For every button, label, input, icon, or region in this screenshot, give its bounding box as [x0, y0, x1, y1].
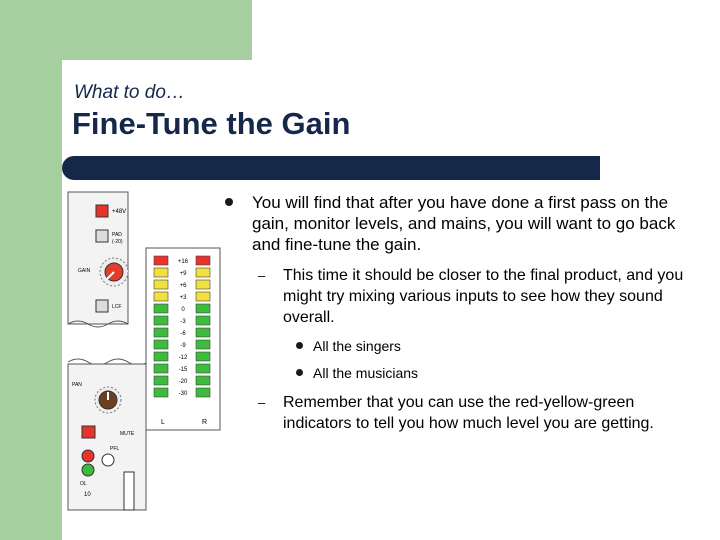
sub-sub-bullet-2: [222, 364, 692, 382]
sub-bullet-1-text: This time it should be closer to the final product, and you might try mixing various inputs to see how they sound overall.: [283, 267, 684, 326]
meter-scale-label: +16: [177, 259, 189, 265]
green-top-band: [0, 0, 252, 60]
green-led: [82, 464, 94, 476]
meter-scale-label: 0: [181, 307, 185, 313]
fader-slot: [124, 472, 134, 510]
meter-led-left-8: [154, 352, 168, 361]
mute-label: MUTE: [120, 431, 135, 437]
meter-left-label: L: [161, 419, 165, 426]
meter-led-left-1: [154, 268, 168, 277]
lowcut-label: LCF: [112, 304, 122, 310]
meter-scale-label: +3: [179, 295, 187, 301]
sub-sub-bullet-1: [222, 337, 692, 355]
sub-bullet-2-text: Remember that you can use the red-yellow-green indicators to tell you how much level you are getting.: [283, 394, 654, 432]
slide-title: Fine-Tune the Gain: [72, 106, 351, 141]
pfl-button: [102, 454, 114, 466]
meter-led-left-7: [154, 340, 168, 349]
meter-scale-label: -30: [178, 391, 188, 397]
meter-led-left-3: [154, 292, 168, 301]
meter-led-right-9: [196, 364, 210, 373]
sub-bullet-2: [222, 392, 692, 434]
ol-label: OL: [80, 481, 87, 487]
meter-scale-label: -12: [178, 355, 188, 361]
meter-led-right-5: [196, 316, 210, 325]
phantom-power-button: [96, 205, 108, 217]
gain-label: GAIN: [78, 268, 91, 274]
meter-led-left-11: [154, 388, 168, 397]
bullet-1: [222, 192, 692, 255]
pfl-label: PFL: [110, 446, 120, 452]
meter-scale-label: -9: [180, 343, 186, 349]
sub-sub-bullet-2-text: All the musicians: [313, 365, 419, 381]
meter-led-left-5: [154, 316, 168, 325]
bullet-dot-icon: [225, 198, 233, 206]
dash-icon: –: [258, 395, 266, 410]
mixer-channel-image: [62, 188, 222, 518]
meter-led-right-8: [196, 352, 210, 361]
slide-subtitle: What to do…: [74, 82, 185, 103]
meter-led-right-11: [196, 388, 210, 397]
green-side-band: [0, 0, 62, 540]
channel-number: 10: [84, 492, 91, 498]
dash-icon: –: [258, 268, 266, 283]
meter-led-right-2: [196, 280, 210, 289]
meter-scale-label: +9: [179, 271, 187, 277]
meter-scale-label: -6: [180, 331, 186, 337]
meter-led-left-9: [154, 364, 168, 373]
pad-button: [96, 230, 108, 242]
mute-button: [82, 426, 95, 438]
meter-led-right-6: [196, 328, 210, 337]
meter-led-right-10: [196, 376, 210, 385]
bullet-dot-icon: [296, 342, 303, 349]
meter-led-right-0: [196, 256, 210, 265]
phantom-label: +48V: [112, 209, 127, 215]
meter-led-right-4: [196, 304, 210, 313]
pad-sub-label: (-20): [112, 239, 123, 245]
meter-led-left-2: [154, 280, 168, 289]
meter-scale-label: -20: [178, 379, 188, 385]
bullet-1-text: You will find that after you have done a first pass on the gain, monitor levels, and mains, you will want to go back and fine-tune the gain.: [252, 193, 676, 254]
meter-scale-label: +6: [179, 283, 187, 289]
slide-body: [222, 192, 692, 434]
pad-label: PAD: [112, 232, 122, 238]
red-led: [82, 450, 94, 462]
meter-led-left-10: [154, 376, 168, 385]
meter-right-label: R: [202, 419, 208, 426]
meter-scale-label: -15: [178, 367, 188, 373]
meter-led-left-6: [154, 328, 168, 337]
meter-led-left-4: [154, 304, 168, 313]
meter-led-right-3: [196, 292, 210, 301]
sub-sub-bullet-1-text: All the singers: [313, 338, 401, 354]
sub-bullet-1: [222, 265, 692, 328]
meter-scale-label: -3: [180, 319, 186, 325]
title-underline-bar: [62, 156, 600, 180]
bullet-dot-icon: [296, 369, 303, 376]
lowcut-button: [96, 300, 108, 312]
meter-led-left-0: [154, 256, 168, 265]
pan-label: PAN: [72, 382, 82, 388]
meter-led-right-7: [196, 340, 210, 349]
meter-led-right-1: [196, 268, 210, 277]
